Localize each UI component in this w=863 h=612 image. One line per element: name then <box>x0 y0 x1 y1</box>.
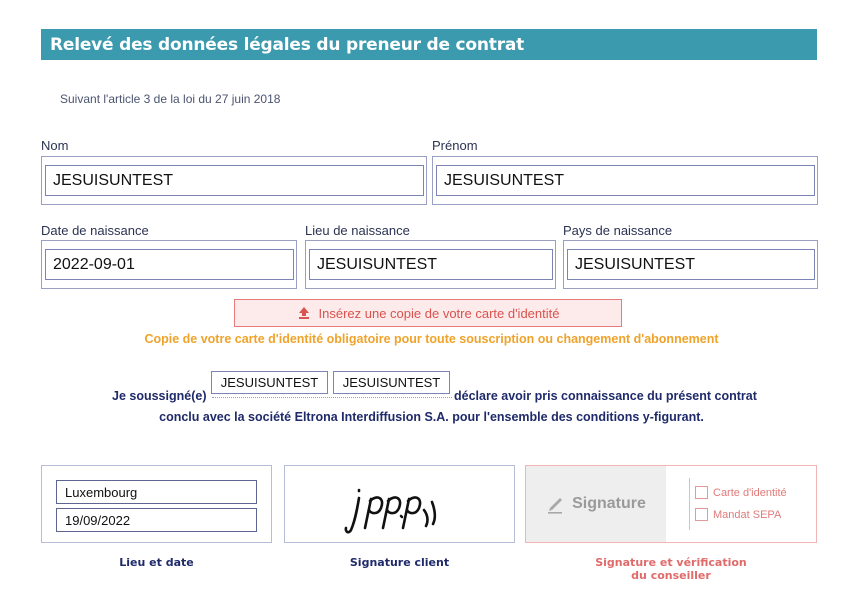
pencil-icon <box>546 494 566 514</box>
advisor-caption <box>525 556 817 582</box>
nom-input[interactable]: JESUISUNTEST <box>45 165 424 196</box>
pays-naissance-label: Pays de naissance <box>563 223 673 238</box>
client-signature-drawing <box>285 466 514 542</box>
statement-name-2: JESUISUNTEST <box>333 371 450 394</box>
prenom-input[interactable]: JESUISUNTEST <box>436 165 815 196</box>
upload-id-label: Insérez une copie de votre carte d'identité <box>318 305 560 321</box>
advisor-caption-line-1: Signature et vérification <box>595 556 747 569</box>
place-input[interactable]: Luxembourg <box>56 480 257 504</box>
section-title: Relevé des données légales du preneur de contrat <box>50 35 525 55</box>
place-date-caption: Lieu et date <box>119 556 194 569</box>
advisor-caption-line-2: du conseiller <box>631 569 711 582</box>
id-card-check-label: Carte d'identité <box>713 486 787 499</box>
client-signature-caption: Signature client <box>349 556 450 569</box>
sepa-checkbox[interactable] <box>695 508 708 521</box>
check-sepa[interactable] <box>695 508 781 521</box>
statement-line-2: conclu avec la société Eltrona Interdiffusion S.A. pour l'ensemble des conditions y-figurant. <box>159 410 704 424</box>
advisor-signature-button[interactable] <box>526 466 666 542</box>
place-date-panel <box>41 465 272 543</box>
sepa-check-label: Mandat SEPA <box>713 508 782 521</box>
section-header <box>41 29 817 60</box>
id-required-notice: Copie de votre carte d'identité obligatoire pour toute souscription ou changement d'abonnement <box>144 332 719 346</box>
statement-dotted-line <box>212 397 452 398</box>
id-card-checkbox[interactable] <box>695 486 708 499</box>
upload-icon <box>297 306 311 320</box>
lieu-naissance-label: Lieu de naissance <box>305 223 410 238</box>
client-signature-panel[interactable] <box>284 465 515 543</box>
upload-id-button[interactable] <box>234 299 622 327</box>
check-id-card[interactable] <box>695 486 787 499</box>
date-input[interactable]: 19/09/2022 <box>56 508 257 532</box>
statement-suffix: déclare avoir pris connaissance du présent contrat <box>454 389 757 403</box>
lieu-naissance-input[interactable]: JESUISUNTEST <box>309 249 553 280</box>
date-naissance-label: Date de naissance <box>41 223 149 238</box>
statement-prefix: Je soussigné(e) <box>112 389 207 403</box>
prenom-label: Prénom <box>432 138 478 153</box>
statement-name-1: JESUISUNTEST <box>211 371 328 394</box>
advisor-signature-label: Signature <box>572 495 646 512</box>
advisor-divider <box>689 478 690 530</box>
date-naissance-input[interactable]: 2022-09-01 <box>45 249 294 280</box>
legal-reference: Suivant l'article 3 de la loi du 27 juin 2018 <box>60 92 281 106</box>
nom-label: Nom <box>41 138 69 153</box>
advisor-panel <box>525 465 817 543</box>
pays-naissance-input[interactable]: JESUISUNTEST <box>567 249 815 280</box>
